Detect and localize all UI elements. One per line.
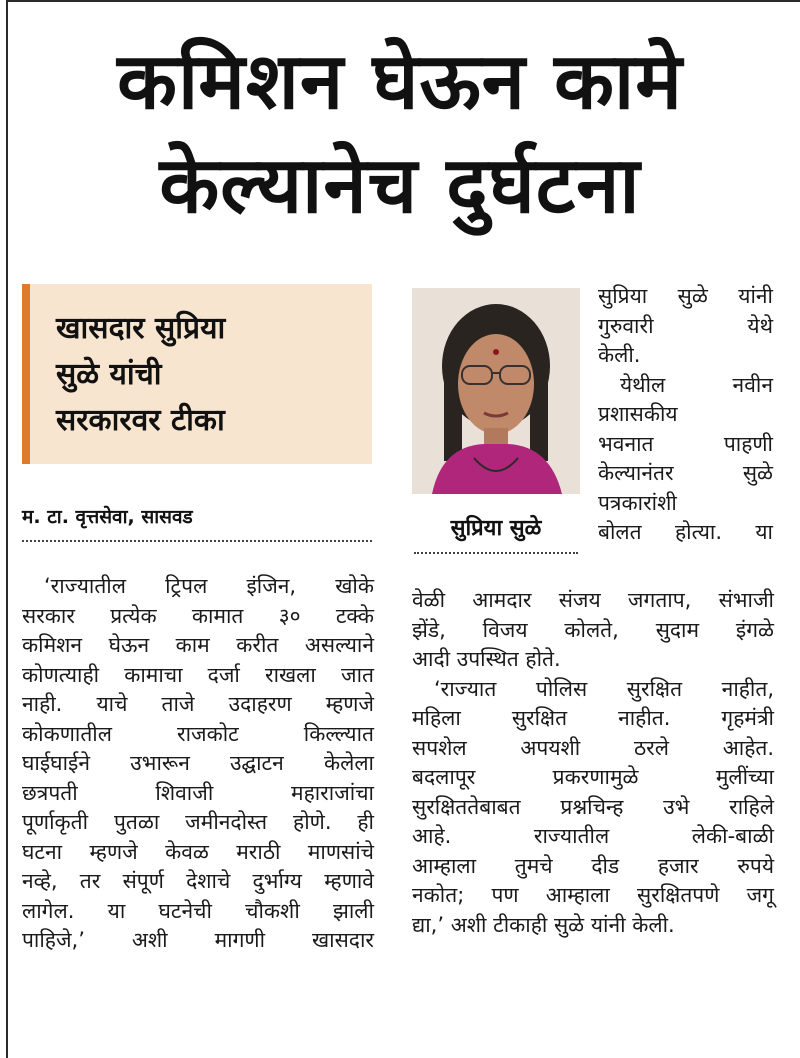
text-line: ‘राज्यातील ट्रिपल इंजिन, खोके [44, 574, 374, 598]
text-line: महिला सुरक्षित नाहीत. गृहमंत्री [412, 706, 774, 730]
text-line: केली. [598, 343, 641, 367]
text-line: आहे. राज्यातील लेकी-बाळी [412, 824, 774, 848]
text-line: सुरक्षिततेबाबत प्रश्नचिन्ह उभे राहिले [412, 794, 774, 819]
kicker-line-1: खासदार सुप्रिया [56, 311, 226, 346]
text-line: ‘राज्यात पोलिस सुरक्षित नाहीत, [434, 676, 774, 701]
text-line: वेळी आमदार संजय जगताप, संभाजी [412, 588, 774, 612]
headline [20, 30, 780, 238]
headline-line-1: कमिशन घेऊन कामे [117, 37, 683, 127]
text-line: छत्रपती शिवाजी महाराजांचा [22, 780, 374, 805]
text-line: आम्हाला तुमचे दीड हजार रुपये [412, 853, 774, 878]
kicker-box [22, 284, 372, 464]
byline: म. टा. वृत्तसेवा, सासवड [22, 506, 193, 528]
text-line: लागेल. या घटनेची चौकशी झाली [22, 898, 374, 923]
text-line: पाहिजे,’ अशी मागणी खासदार [22, 928, 374, 952]
text-line: प्रशासकीय [598, 402, 678, 426]
caption-divider [414, 552, 578, 554]
article-column-right-top [598, 282, 773, 548]
text-line: बोलत होत्या. या [598, 520, 773, 544]
text-line: पूर्णाकृती पुतळा जमीनदोस्त होणे. ही [22, 810, 374, 834]
kicker-line-2: सुळे यांची [56, 357, 162, 392]
text-line: पत्रकारांशी [598, 490, 677, 515]
photo-caption: सुप्रिया सुळे [450, 516, 542, 541]
text-line: घटना म्हणजे केवळ मराठी माणसांचे [22, 839, 374, 864]
headline-line-2: केल्यानेच दुर्घटना [159, 141, 641, 231]
text-line: झेंडे, विजय कोलते, सुदाम इंगळे [412, 617, 774, 642]
text-line: सुप्रिया सुळे यांनी [598, 284, 773, 308]
text-line: घाईघाईने उभारून उद्घाटन केलेला [22, 751, 374, 775]
text-line: सपशेल अपयशी ठरले आहेत. [412, 735, 774, 760]
text-line: कोकणातील राजकोट किल्ल्यात [22, 721, 374, 746]
byline-divider [22, 540, 372, 542]
text-line: बदलापूर प्रकरणामुळे मुलींच्या [412, 765, 774, 789]
text-line: सरकार प्रत्येक कामात ३० टक्के [22, 603, 374, 628]
article-column-left [22, 572, 374, 956]
text-line: गुरुवारी येथे [598, 313, 773, 338]
text-line: कोणत्याही कामाचा दर्जा राखला जात [22, 662, 374, 687]
text-line: नाही. याचे ताजे उदाहरण म्हणजे [22, 692, 374, 716]
text-line: आदी उपस्थित होते. [412, 647, 561, 671]
text-line: नकोत; पण आम्हाला सुरक्षितपणे जगू [412, 883, 774, 907]
text-line: येथील नवीन [620, 372, 773, 397]
text-line: कमिशन घेऊन काम करीत असल्याने [22, 633, 374, 657]
portrait-illustration [412, 288, 580, 494]
article-column-right-bottom [412, 586, 774, 940]
text-line: नव्हे, तर संपूर्ण देशाचे दुर्भाग्य म्हणावे [22, 869, 374, 893]
text-line: केल्यानंतर सुळे [598, 461, 773, 485]
kicker-line-3: सरकारवर टीका [56, 403, 225, 438]
portrait-photo [412, 288, 580, 494]
text-line: द्या,’ अशी टीकाही सुळे यांनी केली. [412, 912, 675, 937]
text-line: भवनात पाहणी [598, 431, 773, 456]
